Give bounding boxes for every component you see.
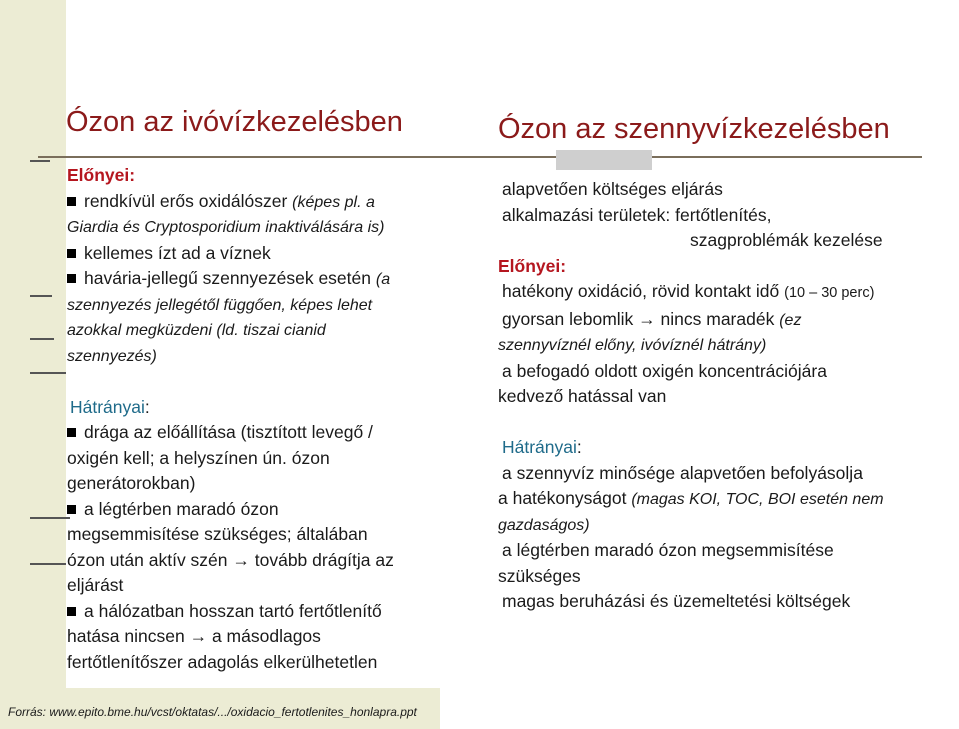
- source-footer: Forrás: www.epito.bme.hu/vcst/oktatas/.../oxidacio_fertotlenites_honlapra.ppt: [8, 705, 417, 719]
- left-dis2-text: a légtérben maradó ózon: [84, 498, 279, 519]
- left-adv1-note-cont: Giardia és Cryptosporidium inaktiválására is): [67, 219, 385, 236]
- left-dis1-text-cont: oxigén kell; a helyszínen ún. ózon: [67, 447, 330, 468]
- left-disadvantages-header: Hátrányai: [70, 396, 145, 417]
- left-dis3-text-cont: fertőtlenítőszer adagolás elkerülhetetlen: [67, 651, 378, 672]
- colon: :: [576, 437, 582, 457]
- right-title: Ózon az szennyvízkezelésben: [498, 113, 890, 145]
- left-dis2-text-cont: megsemmisítése szükséges; általában: [67, 524, 368, 544]
- left-dis3-text-cont: hatása nincsen → a másodlagos: [67, 626, 321, 646]
- left-adv2-text: kellemes ízt ad a víznek: [84, 242, 271, 263]
- title-divider: [38, 156, 922, 158]
- left-dis1-text: drága az előállítása (tisztított levegő /: [84, 422, 373, 442]
- right-adv2-note: (ez: [779, 311, 802, 329]
- right-advantages-header: Előnyei:: [498, 255, 567, 276]
- left-adv1-note: (képes pl. a: [292, 193, 375, 211]
- left-title: Ózon az ivóvízkezelésben: [66, 106, 403, 138]
- bullet-icon: [67, 274, 76, 283]
- bullet-icon: [67, 607, 76, 616]
- right-adv2-note-cont: szennyvíznél előny, ivóvíznél hátrány): [498, 337, 767, 354]
- left-adv3-note-cont: szennyezés jellegétől függően, képes lehet: [67, 296, 373, 314]
- right-intro-line: alkalmazási területek: fertőtlenítés,: [502, 204, 772, 225]
- right-dis2-text: a hatékonyságot: [498, 488, 627, 508]
- right-disadvantages-header: Hátrányai: [502, 437, 577, 457]
- bullet-icon: [67, 249, 76, 258]
- right-dis3-text: a légtérben maradó ózon megsemmisítése: [502, 540, 834, 560]
- left-dis2-text-cont: ózon után aktív szén → tovább drágítja az: [67, 549, 394, 570]
- right-intro-line: alapvetően költséges eljárás: [502, 179, 723, 199]
- right-dis2-note-cont: gazdaságos): [498, 516, 590, 534]
- right-adv1-text: hatékony oxidáció, rövid kontakt idő: [502, 281, 780, 301]
- right-adv3-text: a befogadó oldott oxigén koncentrációjára: [502, 360, 827, 381]
- left-dis3-text: a hálózatban hosszan tartó fertőtlenítő: [84, 600, 382, 621]
- bullet-icon: [67, 505, 76, 514]
- divider-accent: [556, 150, 652, 170]
- colon: :: [144, 396, 150, 417]
- bullet-icon: [67, 197, 76, 206]
- right-column: [498, 177, 884, 615]
- right-adv3-text-cont: kedvező hatással van: [498, 386, 667, 406]
- left-column: [67, 163, 394, 675]
- right-dis2-note: (magas KOI, TOC, BOI esetén nem: [631, 491, 884, 508]
- left-adv3-text: havária-jellegű szennyezések esetén: [84, 268, 371, 288]
- left-adv3-note-cont: szennyezés): [67, 347, 157, 365]
- left-adv3-note: (a: [375, 271, 391, 288]
- right-dis3-text-cont: szükséges: [498, 565, 581, 586]
- left-advantages-header: Előnyei:: [67, 165, 136, 185]
- right-intro-line: szagproblémák kezelése: [690, 230, 883, 250]
- left-adv3-note-cont: azokkal megküzdeni (ld. tiszai cianid: [67, 322, 326, 339]
- left-decor-bar: [0, 0, 66, 729]
- left-adv1-text: rendkívül erős oxidálószer: [84, 190, 288, 211]
- right-dis4-text: magas beruházási és üzemeltetési költségek: [502, 591, 851, 611]
- left-dis1-text-cont: generátorokban): [67, 473, 196, 493]
- bullet-icon: [67, 428, 76, 437]
- left-dis2-text-cont: eljárást: [67, 575, 124, 595]
- right-adv2-text: gyorsan lebomlik → nincs maradék: [502, 308, 775, 329]
- right-dis1-text: a szennyvíz minősége alapvetően befolyásolja: [502, 462, 863, 483]
- right-adv1-note: (10 – 30 perc): [784, 285, 875, 301]
